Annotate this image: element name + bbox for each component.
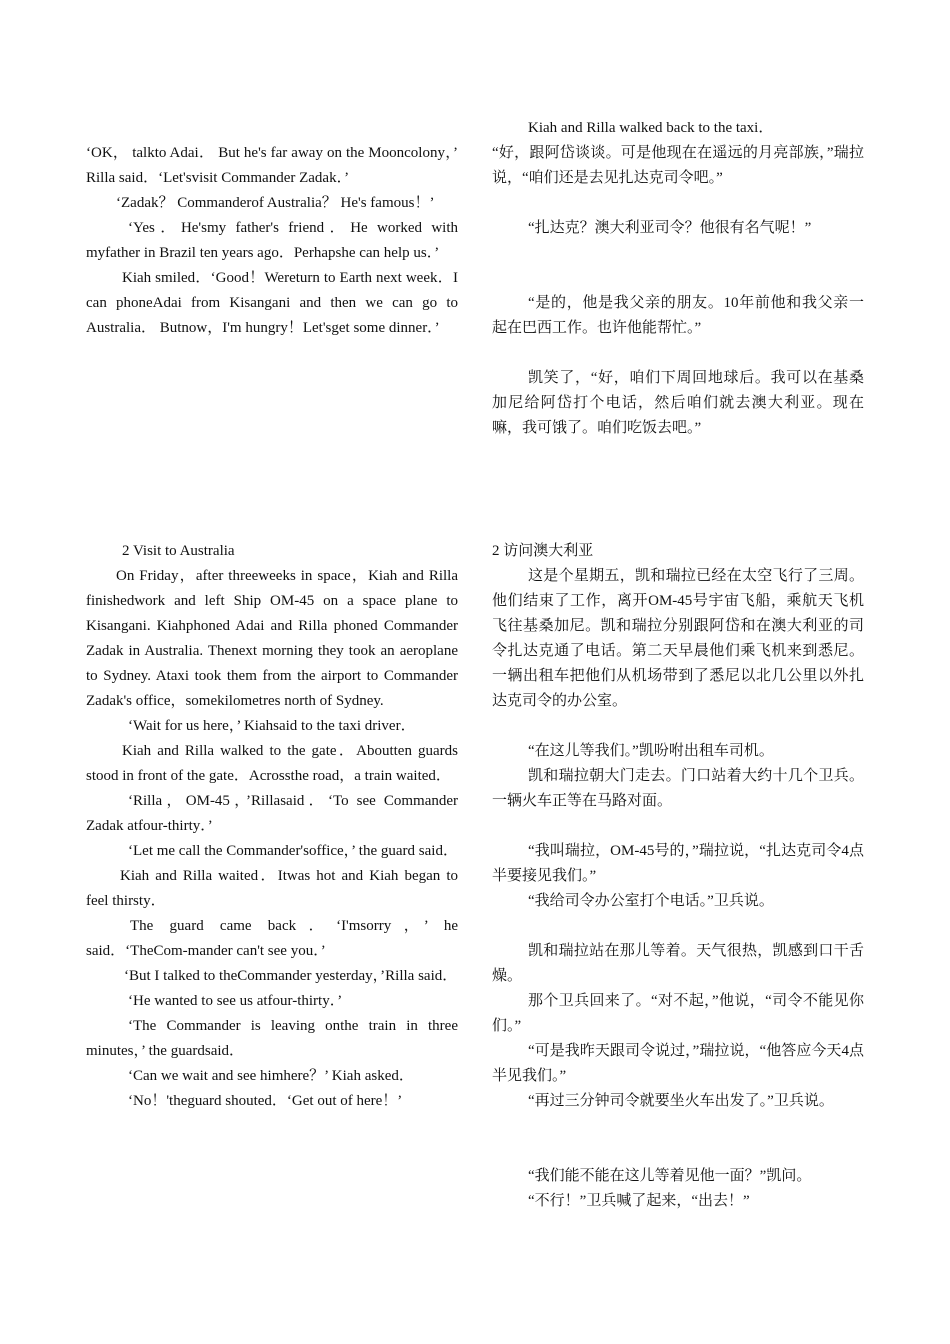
english-paragraph: ‘No！'theguard shouted．‘Get out of here！’ [128, 1093, 403, 1109]
english-paragraph: ‘The Commander is leaving onthe train in three minutes，’ the guardsaid． [86, 1018, 458, 1059]
chinese-paragraph: “不行！”卫兵喊了起来，“出去！” [528, 1193, 750, 1209]
english-paragraph: ‘Can we wait and see himhere？’ Kiah asked． [128, 1068, 414, 1084]
chinese-lead-line: Kiah and Rilla walked back to the taxi． [528, 120, 774, 136]
english-paragraph: ‘He wanted to see us atfour-thirty．’ [128, 993, 343, 1009]
english-paragraph: ‘Wait for us here，’ Kiahsaid to the taxi driver． [128, 718, 416, 734]
chinese-paragraph: “再过三分钟司令就要坐火车出发了。”卫兵说。 [528, 1093, 834, 1109]
section2-chinese-column [492, 539, 864, 1214]
section1-english-column [86, 141, 458, 341]
section1-chinese-column [492, 116, 864, 441]
chinese-paragraph: “好，跟阿岱谈谈。可是他现在在遥远的月亮部族，”瑞拉说，“咱们还是去见扎达克司令吧。” [492, 145, 864, 186]
english-paragraph: ‘Rilla，OM-45，’Rillasaid．‘To see Commander Zadak atfour-thirty．’ [86, 793, 458, 834]
english-paragraph: ‘But I talked to theCommander yesterday，’Rilla said． [124, 968, 458, 984]
chinese-paragraph: “我给司令办公室打个电话。”卫兵说。 [528, 893, 774, 909]
chinese-paragraph: “可是我昨天跟司令说过，”瑞拉说，“他答应今天4点半见我们。” [492, 1043, 864, 1084]
chinese-paragraph: 凯笑了，“好，咱们下周回地球后。我可以在基桑加尼给阿岱打个电话，然后咱们就去澳大利亚。现在嘛，我可饿了。咱们吃饭去吧。” [492, 370, 864, 436]
english-paragraph: On Friday，after threeweeks in space，Kiah and Rilla finishedwork and left Ship OM-45 on a space plane to Kisangani. Kiahphoned Adai and Rilla phoned Commander Zadak in Australia. Thenext morning they took an aeroplane to Sydney. Ataxi took them from the airport to Commander Zadak's office，somekilometres north of Sydney. [86, 568, 458, 709]
english-paragraph: Kiah and Rilla walked to the gate．Aboutten guards stood in front of the gate．Acrossthe road，a train waited． [86, 743, 458, 784]
chinese-paragraph: “我们能不能在这儿等着见他一面？”凯问。 [528, 1168, 812, 1184]
chinese-paragraph: “是的，他是我父亲的朋友。10年前他和我父亲一起在巴西工作。也许他能帮忙。” [492, 295, 864, 336]
chinese-paragraph: “我叫瑞拉，OM-45号的，”瑞拉说，“扎达克司令4点半要接见我们。” [492, 843, 864, 884]
chinese-paragraph: “扎达克？澳大利亚司令？他很有名气呢！” [528, 220, 812, 236]
english-paragraph: Kiah smiled．‘Good！Wereturn to Earth next week．I can phoneAdai from Kisangani and then we can go to Australia． Butnow，I'm hungry！Let'sget some dinner．’ [86, 270, 458, 336]
chinese-paragraph: 凯和瑞拉站在那儿等着。天气很热，凯感到口干舌燥。 [492, 943, 864, 984]
chinese-paragraph: “在这儿等我们。”凯吩咐出租车司机。 [528, 743, 774, 759]
english-paragraph: ‘Yes．He'smy father's friend．He worked with myfather in Brazil ten years ago．Perhapshe can help us．’ [86, 220, 458, 261]
english-paragraph: Kiah and Rilla waited．Itwas hot and Kiah began to feel thirsty． [86, 868, 458, 909]
english-paragraph: The guard came back．‘I'msorry，’ he said．‘TheCom-mander can't see you．’ [86, 918, 458, 959]
chinese-paragraph: 那个卫兵回来了。“对不起，”他说，“司令不能见你们。” [492, 993, 864, 1034]
english-paragraph: ‘OK， talkto Adai． But he's far away on the Mooncolony，’ Rilla said．‘Let'svisit Commander Zadak．’ [86, 145, 458, 186]
chinese-paragraph: 凯和瑞拉朝大门走去。门口站着大约十几个卫兵。一辆火车正等在马路对面。 [492, 768, 864, 809]
chinese-paragraph: 这是个星期五，凯和瑞拉已经在太空飞行了三周。他们结束了工作，离开OM-45号宇宙飞船，乘航天飞机飞往基桑加尼。凯和瑞拉分别跟阿岱和在澳大利亚的司令扎达克通了电话。第二天早晨他们乘飞机来到悉尼。一辆出租车把他们从机场带到了悉尼以北几公里以外扎达克司令的办公室。 [492, 568, 864, 709]
section2-english-column [86, 539, 458, 1114]
english-paragraph: ‘Zadak？ Commanderof Australia？ He's famous！’ [116, 195, 435, 211]
section-heading: 2 访问澳大利亚 [492, 543, 594, 559]
section-heading: 2 Visit to Australia [122, 543, 235, 559]
english-paragraph: ‘Let me call the Commander'soffice，’ the guard said． [128, 843, 458, 859]
